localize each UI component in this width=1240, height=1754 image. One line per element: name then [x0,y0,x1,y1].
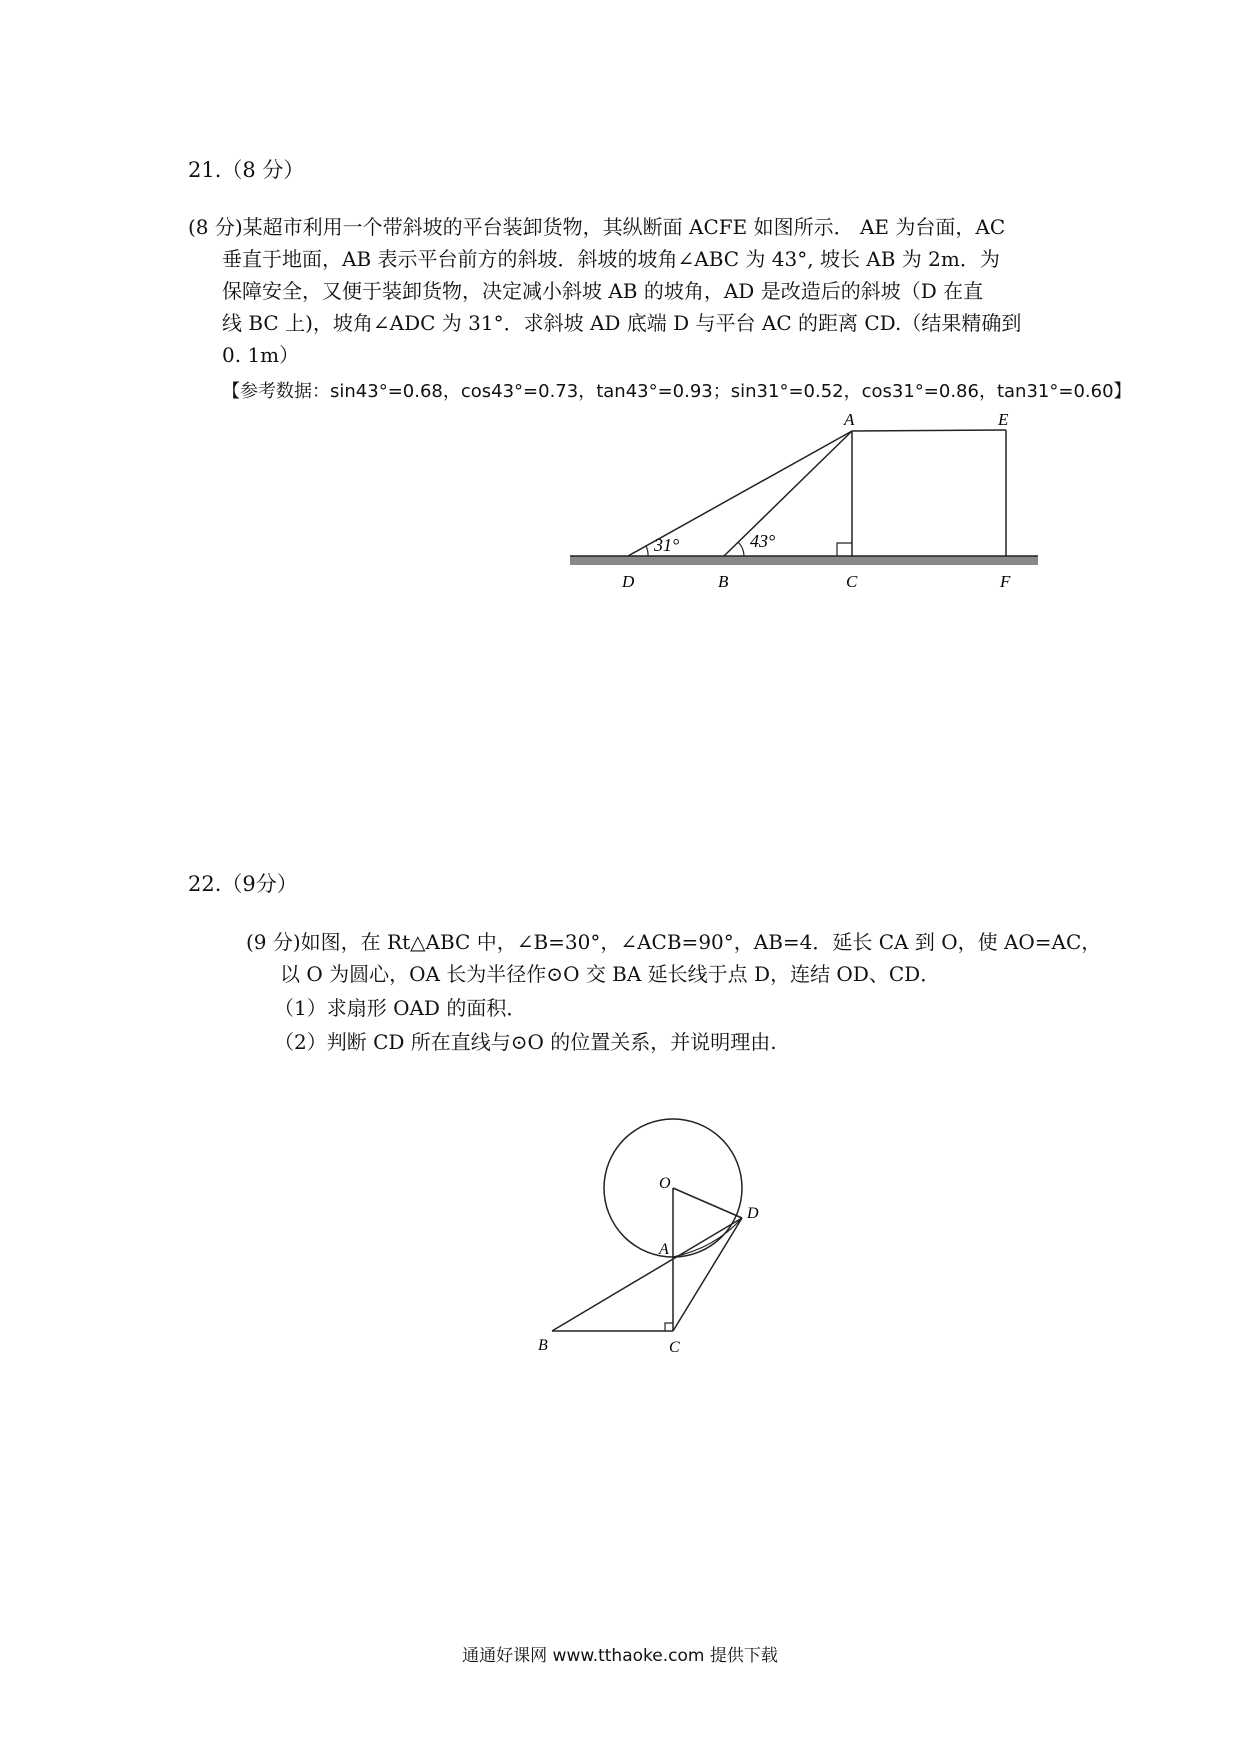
right-angle-mark-c [837,543,852,556]
q22-number: 22.（9分） [188,872,298,896]
ground-strip [570,556,1038,565]
right-angle-mark-c [665,1323,673,1331]
q21-line-2: 垂直于地面，AB 表示平台前方的斜坡．斜坡的坡角∠ABC 为 43°, 坡长 AB 为 2m．为 [222,247,1000,271]
q22-sub-1: （1）求扇形 OAD 的面积． [274,996,527,1020]
point-label-b: B [718,572,729,591]
point-label-d: D [622,572,635,591]
q22-line-2: 以 O 为圆心，OA 长为半径作⊙O 交 BA 延长线于点 D，连结 OD、CD． [280,962,941,986]
segment-cd [673,1218,742,1331]
q22-line-1: (9 分)如图，在 Rt△ABC 中，∠B=30°，∠ACB=90°，AB=4．延长 CA 到 O，使 AO=AC， [246,930,1102,954]
segment-bd [552,1218,742,1331]
q22-figure [530,1100,790,1370]
point-label-f: F [1000,572,1011,591]
point-label-b: B [538,1337,548,1354]
q22-sub-2: （2）判断 CD 所在直线与⊙O 的位置关系，并说明理由. [274,1030,777,1054]
q21-line-3: 保障安全，又便于装卸货物，决定减小斜坡 AB 的坡角，AD 是改造后的斜坡（D 在直 [222,279,984,303]
segment-ae [852,430,1006,431]
angle-arc-d [646,546,648,556]
q21-line-5: 0. 1m） [222,343,300,367]
slope-ab [724,431,852,556]
point-label-a: A [659,1241,669,1258]
angle-label-b: 43° [750,531,776,551]
point-label-c: C [846,572,858,591]
angle-arc-b [738,542,744,556]
q21-figure [560,405,1050,605]
segment-od [673,1188,742,1218]
point-label-o: O [659,1175,671,1192]
page-footer: 通通好课网 www.tthaoke.com 提供下载 [462,1646,778,1666]
q21-reference-data: 【参考数据：sin43°=0.68，cos43°=0.73，tan43°=0.93；sin31°=0.52，cos31°=0.86，tan31°=0.60】 [222,381,1132,402]
q21-line-1: (8 分)某超市利用一个带斜坡的平台装卸货物，其纵断面 ACFE 如图所示． AE 为台面，AC [188,215,1006,239]
point-label-e: E [998,410,1009,429]
q21-number: 21.（8 分） [188,158,305,182]
angle-label-d: 31° [654,535,680,555]
point-label-d: D [747,1205,759,1222]
point-label-c: C [669,1339,680,1356]
q21-line-4: 线 BC 上)，坡角∠ADC 为 31°．求斜坡 AD 底端 D 与平台 AC 的距离 CD.（结果精确到 [222,311,1022,335]
point-label-a: A [844,410,855,429]
